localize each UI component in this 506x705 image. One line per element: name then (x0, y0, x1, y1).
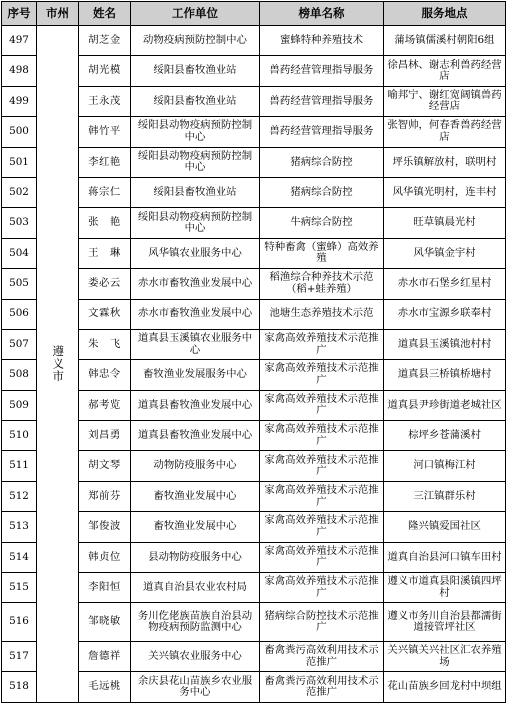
cell-place: 风华镇光明村，连丰村 (384, 177, 506, 207)
cell-seq: 515 (2, 573, 37, 603)
header-unit: 工作单位 (131, 2, 260, 26)
cell-place: 关兴镇关兴社区汇农养殖场 (384, 641, 506, 671)
cell-place: 棕坪乡苍蒲溪村 (384, 421, 506, 451)
cell-name: 娄必云 (79, 269, 131, 299)
cell-place: 旺草镇晨光村 (384, 208, 506, 238)
cell-list: 家禽高效养殖技术示范推广 (260, 481, 384, 511)
cell-name: 蒋宗仁 (79, 177, 131, 207)
cell-list: 猪病综合防控 (260, 147, 384, 177)
cell-seq: 497 (2, 26, 37, 56)
cell-name: 胡光模 (79, 56, 131, 86)
cell-place: 坪乐镇解放村，联明村 (384, 147, 506, 177)
cell-name: 韩贞位 (79, 542, 131, 572)
cell-name: 朱 飞 (79, 329, 131, 359)
cell-unit: 务川仡佬族苗族自治县动物疫病预防监测中心 (131, 603, 260, 642)
cell-name: 毛远桃 (79, 672, 131, 703)
cell-name: 郝考览 (79, 390, 131, 420)
cell-name: 王永茂 (79, 86, 131, 116)
header-seq: 序号 (2, 2, 37, 26)
cell-name: 刘昌勇 (79, 421, 131, 451)
cell-place: 张智帅，何春香兽药经营店 (384, 117, 506, 147)
cell-name: 张 艳 (79, 208, 131, 238)
cell-list: 特种畜禽（蜜蜂）高效养殖 (260, 238, 384, 268)
cell-list: 蜜蜂特种养殖技术 (260, 26, 384, 56)
cell-place: 河口镇梅江村 (384, 451, 506, 481)
cell-name: 胡文琴 (79, 451, 131, 481)
cell-name: 李阳恒 (79, 573, 131, 603)
cell-unit: 县动物防疫服务中心 (131, 542, 260, 572)
header-name: 姓名 (79, 2, 131, 26)
cell-seq: 505 (2, 269, 37, 299)
cell-unit: 赤水市畜牧渔业发展中心 (131, 269, 260, 299)
cell-name: 詹德祥 (79, 641, 131, 671)
cell-unit: 畜牧渔业发展中心 (131, 512, 260, 542)
table-body (2, 26, 506, 703)
cell-unit: 畜牧渔业发展服务中心 (131, 360, 260, 390)
cell-list: 兽药经营管理指导服务 (260, 56, 384, 86)
cell-list: 家禽高效养殖技术示范推广 (260, 421, 384, 451)
cell-unit: 道真县畜牧渔业发展中心 (131, 390, 260, 420)
cell-unit: 动物防疫服务中心 (131, 451, 260, 481)
cell-name: 王 琳 (79, 238, 131, 268)
cell-seq: 512 (2, 481, 37, 511)
cell-unit: 绥阳县畜牧渔业站 (131, 86, 260, 116)
cell-seq: 507 (2, 329, 37, 359)
cell-name: 郑前芬 (79, 481, 131, 511)
cell-seq: 518 (2, 672, 37, 703)
cell-name: 韩忠令 (79, 360, 131, 390)
cell-place: 喻邦宁、谢红宽阔镇兽药经营店 (384, 86, 506, 116)
cell-unit: 绥阳县畜牧渔业站 (131, 56, 260, 86)
cell-name: 邹俊波 (79, 512, 131, 542)
cell-seq: 514 (2, 542, 37, 572)
cell-place: 徐昌林、谢志利兽药经营店 (384, 56, 506, 86)
cell-place: 赤水市石堡乡红星村 (384, 269, 506, 299)
cell-unit: 畜牧渔业发展中心 (131, 481, 260, 511)
cell-place: 赤水市宝源乡联奉村 (384, 299, 506, 329)
header-row (2, 2, 506, 26)
cell-name: 胡芝金 (79, 26, 131, 56)
cell-name: 韩竹平 (79, 117, 131, 147)
cell-seq: 516 (2, 603, 37, 642)
cell-seq: 509 (2, 390, 37, 420)
cell-list: 家禽高效养殖技术示范推广 (260, 542, 384, 572)
cell-seq: 499 (2, 86, 37, 116)
cell-unit: 道真自治县农业农村局 (131, 573, 260, 603)
cell-unit: 道真县畜牧渔业发展中心 (131, 421, 260, 451)
cell-unit: 关兴镇农业服务中心 (131, 641, 260, 671)
cell-seq: 502 (2, 177, 37, 207)
cell-list: 畜禽粪污高效利用技术示范推广 (260, 641, 384, 671)
cell-list: 家禽高效养殖技术示范推广 (260, 573, 384, 603)
cell-seq: 498 (2, 56, 37, 86)
cell-unit: 绥阳县畜牧渔业站 (131, 177, 260, 207)
header-city: 市州 (37, 2, 79, 26)
cell-list: 家禽高效养殖技术示范推广 (260, 390, 384, 420)
cell-list: 猪病综合防控技术示范推广 (260, 603, 384, 642)
cell-seq: 517 (2, 641, 37, 671)
cell-seq: 506 (2, 299, 37, 329)
cell-list: 稻渔综合种养技术示范（稻+蛙养殖） (260, 269, 384, 299)
cell-city: 遵义市 (37, 26, 79, 703)
cell-seq: 504 (2, 238, 37, 268)
cell-unit: 风华镇农业服务中心 (131, 238, 260, 268)
cell-unit: 绥阳县动物疫病预防控制中心 (131, 147, 260, 177)
cell-seq: 510 (2, 421, 37, 451)
cell-unit: 动物疫病预防控制中心 (131, 26, 260, 56)
cell-seq: 513 (2, 512, 37, 542)
cell-list: 家禽高效养殖技术示范推广 (260, 451, 384, 481)
header-place: 服务地点 (384, 2, 506, 26)
cell-place: 道真自治县河口镇车田村 (384, 542, 506, 572)
header-list: 榜单名称 (260, 2, 384, 26)
cell-list: 家禽高效养殖技术示范推广 (260, 360, 384, 390)
cell-seq: 503 (2, 208, 37, 238)
cell-place: 道真县三桥镇桥塘村 (384, 360, 506, 390)
cell-place: 道真县尹珍街道老城社区 (384, 390, 506, 420)
cell-name: 邹晓敏 (79, 603, 131, 642)
cell-place: 三江镇群乐村 (384, 481, 506, 511)
cell-place: 蒲场镇儒溪村朝阳6组 (384, 26, 506, 56)
cell-unit: 绥阳县动物疫病预防控制中心 (131, 208, 260, 238)
cell-list: 牛病综合防控 (260, 208, 384, 238)
cell-seq: 500 (2, 117, 37, 147)
cell-unit: 赤水市畜牧渔业发展中心 (131, 299, 260, 329)
cell-seq: 501 (2, 147, 37, 177)
cell-unit: 余庆县花山苗族乡农业服务中心 (131, 672, 260, 703)
cell-name: 文霖秋 (79, 299, 131, 329)
cell-list: 兽药经营管理指导服务 (260, 86, 384, 116)
cell-place: 花山苗族乡回龙村中坝组 (384, 672, 506, 703)
cell-list: 猪病综合防控 (260, 177, 384, 207)
cell-list: 畜禽粪污高效利用技术示范推广 (260, 672, 384, 703)
cell-unit: 绥阳县动物疫病预防控制中心 (131, 117, 260, 147)
cell-place: 遵义市务川自治县都濡街道接管坪社区 (384, 603, 506, 642)
awardee-table (1, 1, 506, 703)
cell-seq: 508 (2, 360, 37, 390)
cell-name: 李红艳 (79, 147, 131, 177)
cell-list: 家禽高效养殖技术示范推广 (260, 512, 384, 542)
cell-list: 家禽高效养殖技术示范推广 (260, 329, 384, 359)
cell-place: 遵义市道真县阳溪镇四坪村 (384, 573, 506, 603)
cell-place: 风华镇金宇村 (384, 238, 506, 268)
cell-place: 隆兴镇爱国社区 (384, 512, 506, 542)
cell-list: 兽药经营管理指导服务 (260, 117, 384, 147)
cell-seq: 511 (2, 451, 37, 481)
table-row (2, 26, 506, 56)
cell-unit: 道真县玉溪镇农业服务中心 (131, 329, 260, 359)
cell-list: 池塘生态养殖技术示范 (260, 299, 384, 329)
cell-place: 道真县玉溪镇池村村 (384, 329, 506, 359)
